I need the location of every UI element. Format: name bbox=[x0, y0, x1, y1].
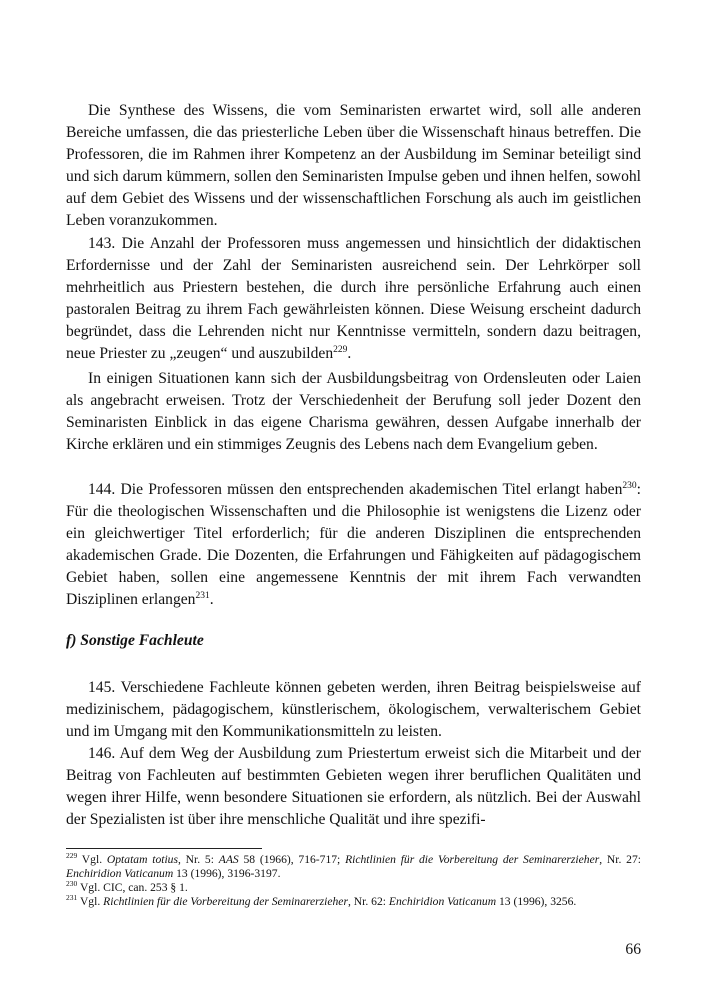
footnote-title: Enchiridion Vaticanum bbox=[66, 867, 174, 880]
section-heading: f) Sonstige Fachleute bbox=[66, 632, 204, 649]
footnote-text: Vgl. bbox=[77, 895, 104, 908]
footnote-text: 58 (1966), 716-717; bbox=[238, 853, 346, 866]
footnote-title: AAS bbox=[218, 853, 239, 866]
footnote-text: , Nr. 62: bbox=[347, 895, 389, 908]
footnote-text: , Nr. 27: bbox=[599, 853, 641, 866]
footnote-text: Vgl. CIC, can. 253 § 1. bbox=[77, 881, 188, 894]
footnote-title: Richtlinien für die Vorbereitung der Seminarerzieher bbox=[345, 853, 600, 866]
paragraph-text: 143. Die Anzahl der Professoren muss angemessen und hinsichtlich der didaktischen Erfordernisse und der Zahl der Seminaristen ausreichend sein. Der Lehrkörper soll mehrheitlich aus Priestern bestehen, die durch ihre persönliche Erfahrung auch einen pastoralen Beitrag zu ihrem Fach gewährleisten können. Diese Weisung erscheint dadurch begründet, dass die Lehrenden nicht nur Kenntnisse vermitteln, sondern dazu beitragen, neue Priester zu „zeugen“ und auszubilden bbox=[66, 235, 641, 362]
paragraph-146 bbox=[66, 743, 641, 831]
footnote-number: 229 bbox=[66, 851, 78, 861]
footnote-text: Vgl. bbox=[77, 853, 107, 866]
paragraph-text: 145. Verschiedene Fachleute können gebeten werden, ihren Beitrag beispielsweise auf medizinischem, pädagogischem, künstlerischem, ökologischem, verwalterischem Gebiet und im Umgang mit den Kommunikationsmitteln zu leisten. bbox=[66, 679, 641, 740]
paragraph-text: : Für die theologischen Wissenschaften und die Philosophie ist wenigstens die Lizenz oder ein gleichwertiger Titel erforderlich; für die anderen Disziplinen die entsprechenden akademischen Grade. Die Dozenten, die Erfahrungen und Fähigkeiten auf pädagogischem Gebiet haben, sollen eine angemessene Kenntnis der mit ihrem Fach verwandten Disziplinen erlangen bbox=[66, 481, 641, 608]
footnote-number: 230 bbox=[66, 879, 78, 889]
page-number: 66 bbox=[625, 941, 641, 958]
footnote-ref-230[interactable]: 230 bbox=[622, 480, 637, 491]
paragraph-143 bbox=[66, 233, 641, 365]
paragraph-text: 146. Auf dem Weg der Ausbildung zum Priestertum erweist sich die Mitarbeit und der Beitrag von Fachleuten auf bestimmten Gebieten wegen ihrer beruflichen Qualitäten und wegen ihrer Hilfe, wenn besondere Situationen sie erfordern, als nützlich. Bei der Auswahl der Spezialisten ist über ihre menschliche Qualität und ihre spezifi- bbox=[66, 745, 641, 828]
paragraph-text-end: . bbox=[347, 345, 352, 362]
footnotes bbox=[66, 853, 641, 909]
footnote-title: Richtlinien für die Vorbereitung der Seminarerzieher bbox=[103, 895, 348, 908]
paragraph-145 bbox=[66, 677, 641, 743]
paragraph-144 bbox=[66, 479, 641, 611]
footnote-ref-231[interactable]: 231 bbox=[195, 590, 210, 601]
paragraph-text-end: . bbox=[209, 591, 214, 608]
footnote-ref-229[interactable]: 229 bbox=[333, 344, 348, 355]
footnote-text: , Nr. 5: bbox=[178, 853, 219, 866]
footnote-231 bbox=[66, 895, 641, 909]
footnote-title: Enchiridion Vaticanum bbox=[388, 895, 497, 908]
paragraph-orders-laity bbox=[66, 368, 641, 456]
footnote-229 bbox=[66, 853, 641, 881]
footnote-text: 13 (1996), 3196-3197. bbox=[173, 867, 281, 880]
footnote-number: 231 bbox=[66, 893, 78, 903]
paragraph-text: 144. Die Professoren müssen den entsprechenden akademischen Titel erlangt haben bbox=[88, 481, 623, 498]
paragraph-text: In einigen Situationen kann sich der Ausbildungsbeitrag von Ordensleuten oder Laien als angebracht erweisen. Trotz der Verschiedenheit der Berufung soll jeder Dozent den Seminaristen Einblick in das eigene Charisma gewähren, dessen Aufgabe innerhalb der Kirche erklären und ein stimmiges Zeugnis des Lebens nach dem Evangelium geben. bbox=[66, 370, 641, 453]
paragraph-synthesis bbox=[66, 100, 641, 232]
footnote-text: 13 (1996), 3256. bbox=[496, 895, 577, 908]
footnote-divider bbox=[66, 848, 262, 849]
footnote-230 bbox=[66, 881, 641, 895]
footnote-title: Optatam totius bbox=[106, 853, 178, 866]
paragraph-text: Die Synthese des Wissens, die vom Seminaristen erwartet wird, soll alle anderen Bereiche umfassen, die das priesterliche Leben über die Wissenschaft hinaus betreffen. Die Professoren, die im Rahmen ihrer Kompetenz an der Ausbildung im Seminar beteiligt sind und sich darum kümmern, sollen den Seminaristen Impulse geben und ihnen helfen, sowohl auf dem Gebiet des Wissens und der wissenschaftlichen Forschung als auch im geistlichen Leben voranzukommen. bbox=[66, 102, 641, 229]
